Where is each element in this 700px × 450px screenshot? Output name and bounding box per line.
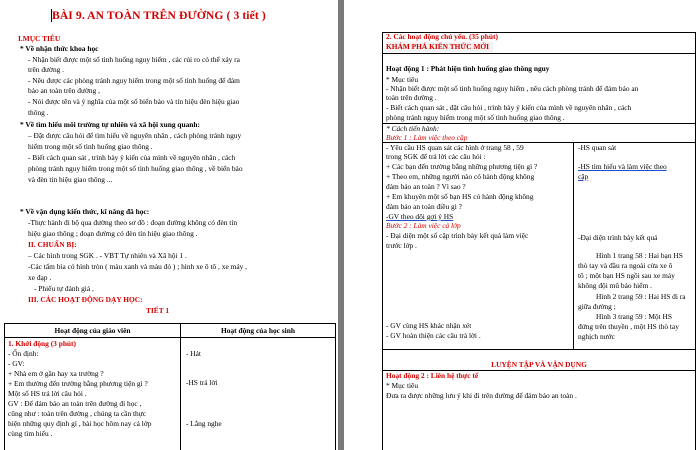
student-answer: đứng trên thuyền , một HS thò tay [578,322,679,331]
teacher-line: - GV: [8,359,25,368]
objective-label: * Mục tiêu [386,381,419,390]
knowledge-line: thông . [28,108,49,117]
method-label: * Cách tiến hành: [386,124,440,133]
prep-line: – Các hình trong SGK . - VBT Tự nhiên và Xã hội 1 . [28,251,187,260]
teacher-line: đảm bảo an toàn ? Vì sao ? [386,182,466,191]
knowledge-line: - Nhận biết được một số tình huống nguy hiểm , các rủi ro có thể xảy ra [28,55,240,64]
student-line: -Đại diện trình bày kết quả [578,233,658,242]
teacher-column-header: Hoạt động của giáo viên [5,324,181,338]
knowledge-line: - Nêu được các phòng tránh nguy hiểm trong một số tình huống để đảm [28,76,240,85]
column-divider [573,142,574,349]
student-answer: thò tay và đầu ra ngoài cửa xe ô [578,261,673,270]
prep-line: xe đạp . [28,273,52,282]
teacher-line: - GV hoàn thiện các câu trả lời . [386,331,481,340]
teacher-line: GV : Để đảm bảo an toàn trên đường đi học , [8,399,142,408]
teacher-line: trong SGK để trả lời các câu hỏi : [386,152,486,161]
student-answer: giữa đường ; [578,302,616,311]
objective-line: toàn trên đường . [386,93,437,102]
teacher-line: + Nhà em ở gần hay xa trường ? [8,369,104,378]
student-line: - Hát [186,349,201,358]
skills-line: -Thực hành đi bộ qua đường theo sơ đồ : đoạn đường không có đèn tín [28,218,238,227]
objective-label: * Mục tiêu [386,75,419,84]
student-line: -HS trả lời [186,378,218,387]
column-divider [180,324,181,450]
row-divider [382,349,696,350]
teacher-line: -GV theo dõi gợi ý HS [386,212,454,221]
teacher-line: đảm bảo an toàn điều gì ? [386,202,462,211]
activities-heading: III. CÁC HOẠT ĐỘNG DẠY HỌC: [28,295,143,304]
table-border-right [695,32,696,450]
objective-line: Đưa ra được những lưu ý khi đi trên đường để đảm bảo an toàn . [386,391,577,400]
main-activities-heading: 2. Các hoạt động chủ yếu. (35 phút) [386,32,498,41]
step-1-label: Bước 1 : Làm việc theo cặp [386,133,468,142]
teacher-line: - Đại diện một số cặp trình bày kết quả làm việc [386,231,529,240]
environment-line: phòng tránh nguy hiểm trong một số tình huống giao thông , về biển báo [28,164,243,173]
knowledge-line: bảo an toàn trên đường , [28,86,100,95]
activity-1-heading: Hoạt động 1 : Phát hiện tình huống giao thông nguy [386,64,550,73]
prep-heading: II. CHUẨN BỊ: [28,240,77,249]
student-line: cặp [578,172,589,181]
teacher-line: hiện những quy định gì , bài học hôm nay cả lớp [8,419,152,428]
right-document-page [344,0,700,450]
explore-label: KHÁM PHÁ KIẾN THỨC MỚI [386,42,493,52]
teacher-line: cũng như : toàn trên đường , chúng ta cần thực [8,409,147,418]
objective-line: phòng tránh nguy hiểm trong một số tình huống giao thông . [386,113,565,122]
table-border [335,324,336,450]
practice-label: LUYỆN TẬP VÀ VẬN DỤNG [491,360,587,369]
row-divider [382,53,696,54]
teacher-line: + Các bạn đến trường bằng những phương tiện gì ? [386,162,538,171]
prep-line: -Các tấm bìa có hình tròn ( màu xanh và màu đỏ ) ; hình xe ô tô , xe máy , [28,262,247,271]
student-line: -HS tìm hiểu và làm việc theo [578,162,667,171]
lesson-table [4,323,336,450]
start-heading: 1. Khởi động (3 phút) [8,339,76,348]
teacher-line: trước lớp . [386,241,417,250]
knowledge-heading: * Về nhận thức khoa học [20,44,99,53]
teacher-line: + Theo em, những người nào có hành động không [386,172,535,181]
teacher-line: Một số HS trả lời câu hỏi . [8,389,87,398]
step-2-label: Bước 2 : Làm việc cả lớp [386,221,461,230]
teacher-line: - Ổn định: [8,349,39,358]
environment-line: - Biết cách quan sát , trình bày ý kiến của mình về nguyên nhân , cách [28,153,236,162]
student-answer: Hình 3 trang 59 : Một HS [596,312,672,321]
teacher-line: - GV cùng HS khác nhận xét [386,321,472,330]
left-document-page [0,0,338,450]
teacher-line: cùng tìm hiểu . [8,429,53,438]
environment-line: hiểm trong một số tình huống giao thông . [28,142,153,151]
teacher-line: + Em thường đến trường bằng phương tiện gì ? [8,379,148,388]
objective-line: - Biết cách quan sát , đặt câu hỏi , trình bày ý kiến của mình về nguyên nhân , cách [386,103,632,112]
prep-line: - Phiếu tự đánh giá , [34,284,94,293]
environment-line: và đèn tín hiệu giao thông ... [28,175,113,184]
student-answer: Hình 2 trang 59 : Hai HS đi ra [596,292,686,301]
teacher-line: + Em khuyên một số bạn HS có hành động không [386,192,534,201]
knowledge-line: - Nói được tên và ý nghĩa của một số biển báo và tín hiệu đèn hiệu giao [28,97,240,106]
student-answer: Hình 1 trang 58 : Hai bạn HS [596,251,683,260]
period-label: TIẾT 1 [146,306,170,315]
student-line: - Lắng nghe [186,419,222,428]
student-answer: tô ; một bạn HS ngồi sau xe máy [578,271,675,280]
student-answer: nghịch nước [578,332,615,341]
student-answer: không đội mũ bảo hiểm . [578,281,652,290]
objective-line: - Nhận biết được một số tình huống nguy hiểm , nêu cách phòng tránh để đảm bảo an [386,84,639,93]
objectives-heading: I.MỤC TIÊU [18,34,61,43]
student-column-header: Hoạt động của học sinh [181,324,336,338]
skills-heading: * Về vận dụng kiến thức, kĩ năng đã học: [20,207,150,216]
knowledge-line: trên đường . [28,65,65,74]
lesson-title: BÀI 9. AN TOÀN TRÊN ĐƯỜNG ( 3 tiết ) [52,9,266,22]
skills-line: hiệu giao thông ; đoạn đường có đèn tín hiệu giao thông . [28,229,198,238]
table-border-left [382,32,383,450]
teacher-line: - Yêu cầu HS quan sát các hình ở trang 58 , 59 [386,143,524,152]
student-line: -HS quan sát [578,143,617,152]
environment-heading: * Về tìm hiểu môi trường tự nhiên và xã hội xung quanh: [20,120,200,129]
environment-line: – Đặt được câu hỏi để tìm hiểu về nguyên nhân , cách phòng tránh nguy [28,131,242,140]
activity-2-heading: Hoạt động 2 : Liên hệ thực tế [386,371,479,380]
